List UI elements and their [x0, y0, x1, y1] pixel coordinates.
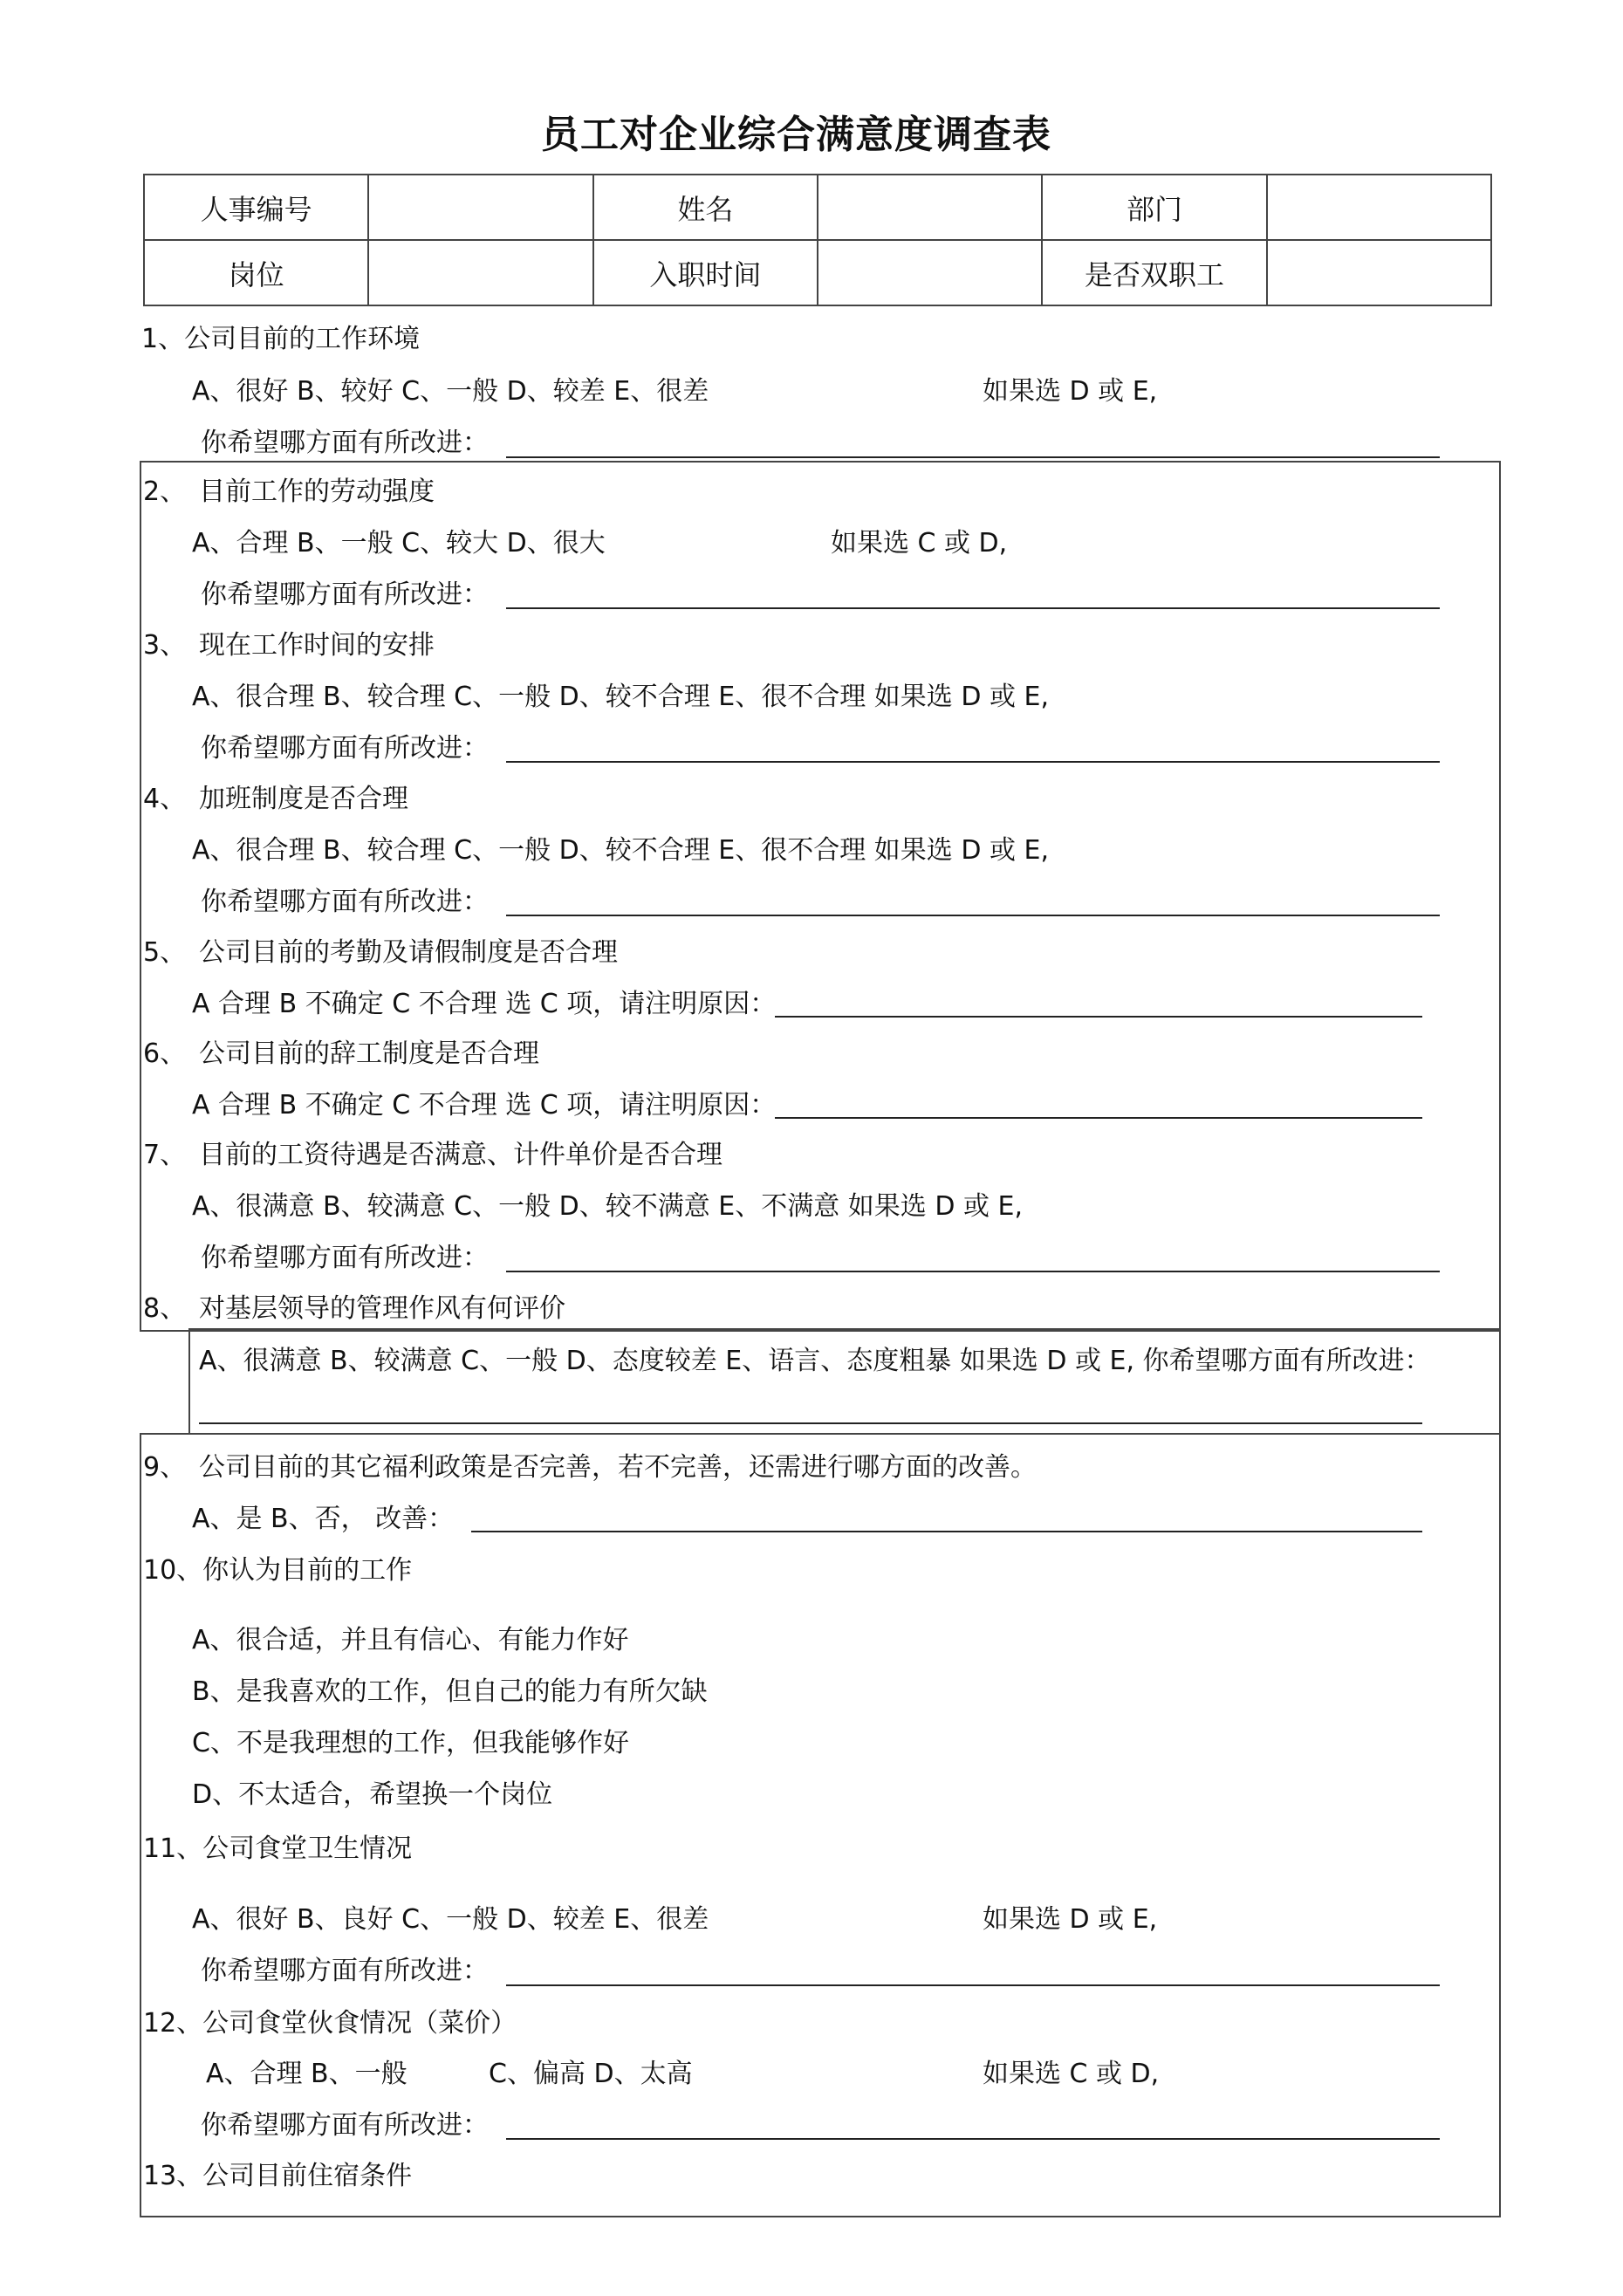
q2-options: A、合理 B、一般 C、较大 D、很大 — [192, 528, 606, 559]
q8-improve-line[interactable] — [199, 1422, 1422, 1424]
q5-reason-line[interactable] — [775, 1016, 1422, 1018]
q2-number: 2、 — [143, 476, 187, 507]
info-row-1 — [144, 175, 1491, 240]
q2-improve-line[interactable] — [506, 607, 1440, 609]
employee-info-table — [143, 174, 1492, 306]
q9-options: A、是 B、否， 改善： — [192, 1504, 455, 1534]
q11-condition: 如果选 D 或 E, — [983, 1904, 1158, 1935]
q3-number: 3、 — [143, 630, 187, 661]
q4-improve-label: 你希望哪方面有所改进： — [201, 887, 489, 917]
q7-improve-label: 你希望哪方面有所改进： — [201, 1243, 489, 1273]
q10-title: 10、你认为目前的工作 — [143, 1555, 413, 1586]
q2-title: 目前工作的劳动强度 — [199, 476, 435, 507]
department-field[interactable] — [1267, 175, 1491, 240]
q3-improve-line[interactable] — [506, 761, 1440, 763]
q5-number: 5、 — [143, 937, 187, 968]
q13-title: 13、公司目前住宿条件 — [143, 2161, 413, 2191]
q7-number: 7、 — [143, 1140, 187, 1170]
q1-title: 1、公司目前的工作环境 — [141, 324, 421, 354]
q3-options: A、很合理 B、较合理 C、一般 D、较不合理 E、很不合理 如果选 D 或 E, — [192, 682, 1049, 712]
q1-improve-line[interactable] — [506, 456, 1440, 458]
section-box-3 — [140, 1433, 1501, 2217]
hire-date-field[interactable] — [818, 240, 1042, 305]
q1-options: A、很好 B、较好 C、一般 D、较差 E、很差 — [192, 376, 709, 407]
q12-options-b: C、偏高 D、太高 — [489, 2059, 693, 2089]
section-box-2 — [188, 1328, 1501, 1435]
q12-options-a: A、合理 B、一般 — [206, 2059, 407, 2089]
q11-options: A、很好 B、良好 C、一般 D、较差 E、很差 — [192, 1904, 709, 1935]
q6-options: A 合理 B 不确定 C 不合理 选 C 项，请注明原因： — [192, 1090, 777, 1121]
employee-id-field[interactable] — [368, 175, 592, 240]
q4-improve-line[interactable] — [506, 915, 1440, 916]
name-field[interactable] — [818, 175, 1042, 240]
label-position: 岗位 — [144, 240, 368, 305]
q12-improve-label: 你希望哪方面有所改进： — [201, 2110, 489, 2141]
q9-title: 公司目前的其它福利政策是否完善，若不完善，还需进行哪方面的改善。 — [199, 1452, 1037, 1483]
page-title: 员工对企业综合满意度调查表 — [541, 113, 1051, 157]
q2-condition: 如果选 C 或 D, — [831, 528, 1008, 559]
label-employee-id: 人事编号 — [144, 175, 368, 240]
q7-improve-line[interactable] — [506, 1271, 1440, 1272]
q10-option-c: C、不是我理想的工作，但我能够作好 — [192, 1728, 629, 1758]
label-hire-date: 入职时间 — [593, 240, 818, 305]
q8-number: 8、 — [143, 1293, 187, 1324]
q6-title: 公司目前的辞工制度是否合理 — [199, 1038, 539, 1069]
q4-number: 4、 — [143, 784, 187, 814]
info-row-2 — [144, 240, 1491, 305]
label-name: 姓名 — [593, 175, 818, 240]
q10-option-a: A、很合适，并且有信心、有能力作好 — [192, 1625, 629, 1655]
q3-improve-label: 你希望哪方面有所改进： — [201, 733, 489, 764]
q4-options: A、很合理 B、较合理 C、一般 D、较不合理 E、很不合理 如果选 D 或 E, — [192, 835, 1049, 866]
q9-improve-line[interactable] — [471, 1531, 1422, 1532]
q6-reason-line[interactable] — [775, 1117, 1422, 1119]
dual-employee-field[interactable] — [1267, 240, 1491, 305]
q2-improve-label: 你希望哪方面有所改进： — [201, 579, 489, 610]
q6-number: 6、 — [143, 1038, 187, 1069]
q7-options: A、很满意 B、较满意 C、一般 D、较不满意 E、不满意 如果选 D 或 E, — [192, 1191, 1023, 1222]
q5-options: A 合理 B 不确定 C 不合理 选 C 项，请注明原因： — [192, 989, 777, 1019]
q8-options: A、很满意 B、较满意 C、一般 D、态度较差 E、语言、态度粗暴 如果选 D 或 E, 你希望哪方面有所改进： — [199, 1346, 1431, 1376]
q12-title: 12、公司食堂伙食情况（菜价） — [143, 2008, 517, 2039]
q10-option-d: D、不太适合，希望换一个岗位 — [192, 1779, 553, 1810]
q12-condition: 如果选 C 或 D, — [983, 2059, 1160, 2089]
q7-title: 目前的工资待遇是否满意、计件单价是否合理 — [199, 1140, 722, 1170]
q11-improve-line[interactable] — [506, 1984, 1440, 1986]
q5-title: 公司目前的考勤及请假制度是否合理 — [199, 937, 618, 968]
q8-title: 对基层领导的管理作风有何评价 — [199, 1293, 565, 1324]
q4-title: 加班制度是否合理 — [199, 784, 408, 814]
q1-improve-label: 你希望哪方面有所改进： — [201, 428, 489, 458]
q10-option-b: B、是我喜欢的工作，但自己的能力有所欠缺 — [192, 1676, 708, 1707]
q11-improve-label: 你希望哪方面有所改进： — [201, 1956, 489, 1986]
q3-title: 现在工作时间的安排 — [199, 630, 435, 661]
q9-number: 9、 — [143, 1452, 187, 1483]
q12-improve-line[interactable] — [506, 2138, 1440, 2140]
label-department: 部门 — [1042, 175, 1266, 240]
label-dual-employee: 是否双职工 — [1042, 240, 1266, 305]
q1-condition: 如果选 D 或 E, — [983, 376, 1158, 407]
position-field[interactable] — [368, 240, 592, 305]
q11-title: 11、公司食堂卫生情况 — [143, 1833, 413, 1864]
